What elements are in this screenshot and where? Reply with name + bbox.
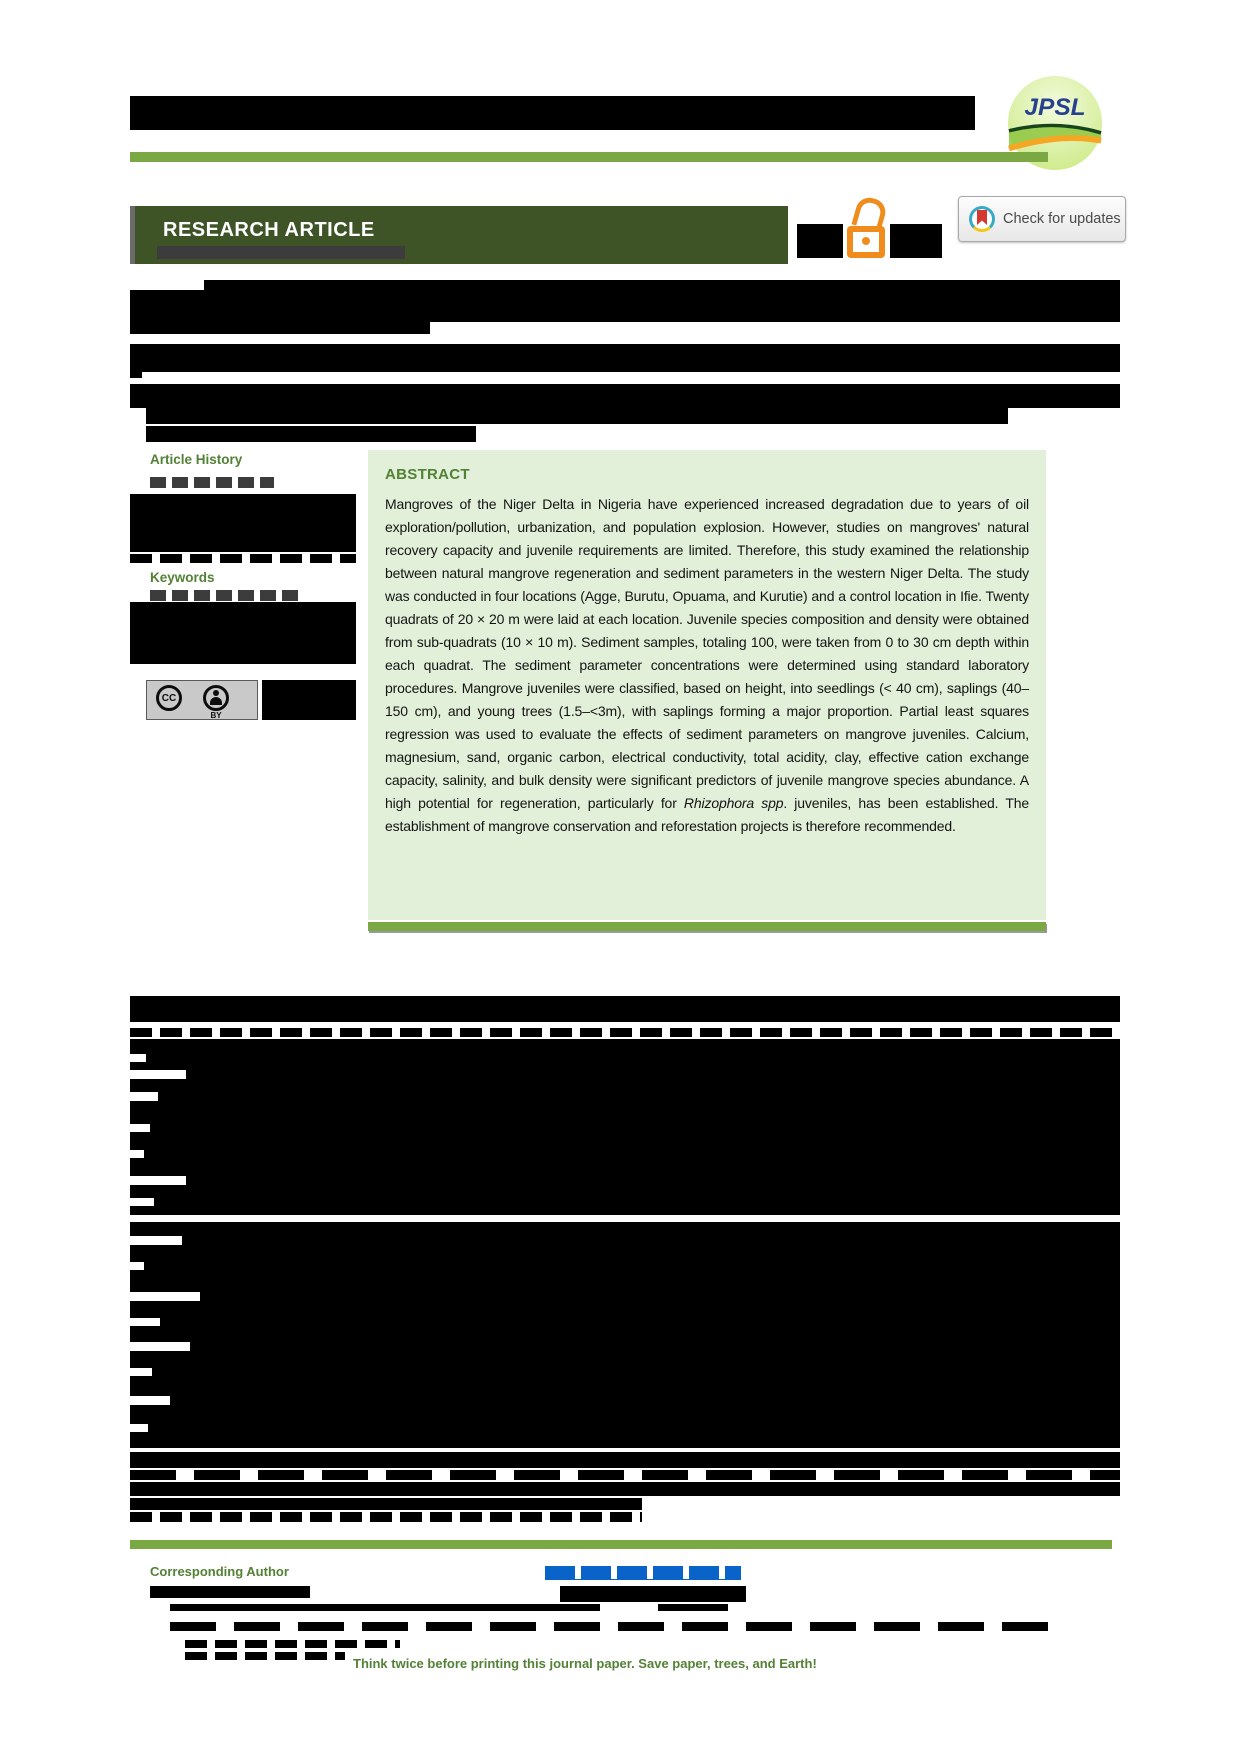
redacted-body-word-line xyxy=(130,1470,1120,1480)
redacted-article-history-block xyxy=(130,494,356,552)
redacted-open-access-text-right xyxy=(890,224,942,258)
redacted-body-line-2 xyxy=(130,1482,1120,1496)
redacted-affiliation-line-1 xyxy=(146,408,1008,424)
redacted-body-ascenders xyxy=(130,1028,1120,1037)
open-access-icon xyxy=(845,198,887,266)
abstract-bottom-rule xyxy=(368,922,1046,931)
redacted-title-line-2-tail xyxy=(130,372,142,378)
redacted-section-heading xyxy=(130,996,1120,1022)
abstract-section xyxy=(368,450,1046,920)
corresponding-email-link[interactable] xyxy=(545,1566,741,1580)
research-article-banner xyxy=(130,206,788,264)
abstract-species-italic: Rhizophora spp xyxy=(683,795,784,811)
cc-by-label: BY xyxy=(210,711,222,720)
header-green-rule xyxy=(130,152,1048,162)
redacted-keywords-block xyxy=(130,602,356,664)
redacted-article-history-line xyxy=(150,477,274,488)
redacted-corresponding-author-name xyxy=(150,1586,310,1598)
abstract-text-part-2: . juveniles, has been established. The establishment of mangrove conservation and reforestation projects is therefore recommended. xyxy=(385,795,1030,834)
redacted-footnote-line-4 xyxy=(185,1652,345,1660)
cc-icon: CC xyxy=(156,685,182,711)
redacted-footnote-line-1b xyxy=(658,1604,728,1611)
check-for-updates-button[interactable] xyxy=(958,196,1126,242)
abstract-text-part-1: Mangroves of the Niger Delta in Nigeria have experienced increased degradation due to years of oil exploration/pollution, urbanization, and population explosion. However, studies on mangroves' natural recovery capacity and juvenile requirements are limited. Therefore, this study examined the relationship between natural mangrove regeneration and sediment parameters in the western Niger Delta. The study was conducted in four locations (Agge, Burutu, Opuama, and Kurutie) and a control location in Ifie. Twenty quadrats of 20 × 20 m were laid at each location. Juvenile species composition and density were obtained from sub-quadrats (10 × 10 m). Sediment samples, totaling 100, were taken from 0 to 30 cm depth within each quadrat. The sediment parameter concentrations were determined using standard laboratory procedures. Mangrove juveniles were classified, based on height, into seedlings (< 40 cm), saplings (40–150 cm), and young trees (1.5–<3m), with saplings forming a major proportion. Partial least squares regression was used to evaluate the effects of sediment parameters on mangrove juveniles. Calcium, magnesium, sand, organic carbon, electrical conductivity, total acidity, clay, effective cation exchange capacity, salinity, and bulk density were significant predictors of juvenile mangrove species abundance. A high potential for regeneration, particularly for xyxy=(385,496,1029,811)
cc-by-person-icon xyxy=(203,685,229,711)
cc-by-license-badge xyxy=(146,680,258,720)
jpsl-logo-text: JPSL xyxy=(1024,94,1086,122)
open-access-keyhole xyxy=(862,237,870,245)
redacted-footnote-line-2 xyxy=(170,1622,1050,1631)
redacted-body-block-2 xyxy=(130,1222,1120,1448)
crossmark-icon xyxy=(969,206,995,232)
research-article-label: RESEARCH ARTICLE xyxy=(163,219,375,241)
redacted-body-line-3 xyxy=(130,1498,642,1510)
open-access-lock-body xyxy=(847,226,885,258)
article-history-heading: Article History xyxy=(150,452,243,467)
redacted-keywords-line xyxy=(150,590,302,601)
redacted-article-history-dashes xyxy=(130,554,356,563)
redacted-footnote-line-3 xyxy=(185,1640,400,1648)
redacted-journal-name xyxy=(130,96,975,130)
redacted-open-access-text-left xyxy=(797,224,843,258)
redacted-footnote-line-1a xyxy=(170,1604,600,1611)
redacted-title-line-1-tail xyxy=(130,322,430,334)
redacted-title-line-2 xyxy=(130,344,1120,372)
redacted-body-block-1 xyxy=(130,1039,1120,1215)
redacted-license-text xyxy=(262,680,356,720)
redacted-authors-line xyxy=(130,384,1120,408)
redacted-affiliation-line-2 xyxy=(146,426,476,442)
footer-green-rule xyxy=(130,1540,1112,1549)
redacted-email-subtext xyxy=(560,1586,746,1602)
redacted-body-line-1 xyxy=(130,1452,1120,1468)
redacted-body-last-dashes xyxy=(130,1512,642,1522)
print-note: Think twice before printing this journal paper. Save paper, trees, and Earth! xyxy=(353,1656,817,1671)
check-for-updates-label: Check for updates xyxy=(1003,211,1121,227)
abstract-text xyxy=(385,493,1029,838)
abstract-heading: ABSTRACT xyxy=(385,466,470,483)
corresponding-author-label: Corresponding Author xyxy=(150,1564,289,1579)
redacted-banner-subtext xyxy=(157,246,405,259)
redacted-title-line-1 xyxy=(130,290,1120,322)
keywords-heading: Keywords xyxy=(150,570,215,585)
